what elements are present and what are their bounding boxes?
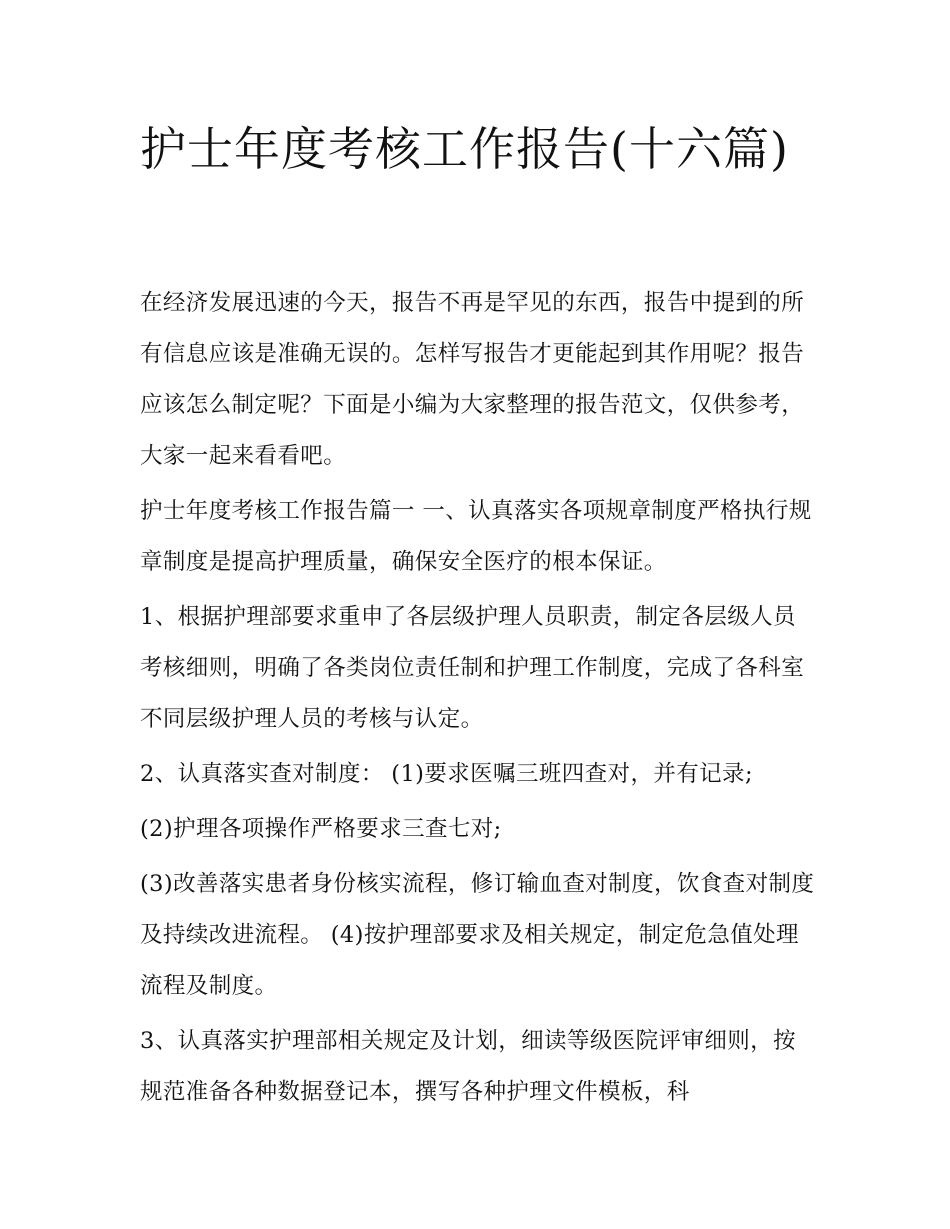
paragraph-intro: 在经济发展迅速的今天，报告不再是罕见的东西，报告中提到的所有信息应该是准确无误的。怎样写报告才更能起到其作用呢？报告应该怎么制定呢？下面是小编为大家整理的报告范文，仅供参考，大家一起来看看吧。 — [140, 290, 805, 469]
paragraph-item-2: 2、认真落实查对制度： (1)要求医嘱三班四查对，并有记录; — [140, 761, 753, 787]
paragraph-item-2-sub-3-4: (3)改善落实患者身份核实流程，修订输血查对制度，饮食查对制度及持续改进流程。 (4)按护理部要求及相关规定，制定危急值处理流程及制度。 — [140, 871, 815, 999]
paragraph-section-1-heading: 护士年度考核工作报告篇一 一、认真落实各项规章制度严格执行规章制度是提高护理质量，确保安全医疗的根本保证。 — [140, 498, 812, 575]
document-body — [140, 278, 815, 1122]
paragraph-item-3: 3、认真落实护理部相关规定及计划，细读等级医院评审细则，按规范准备各种数据登记本，撰写各种护理文件模板，科 — [140, 1028, 796, 1105]
document-title: 护士年度考核工作报告(十六篇) — [140, 122, 789, 176]
paragraph-item-2-sub-2: (2)护理各项操作严格要求三查七对; — [140, 816, 502, 842]
paragraph-item-1: 1、根据护理部要求重申了各层级护理人员职责，制定各层级人员考核细则，明确了各类岗位责任制和护理工作制度，完成了各科室不同层级护理人员的考核与认定。 — [140, 604, 805, 732]
